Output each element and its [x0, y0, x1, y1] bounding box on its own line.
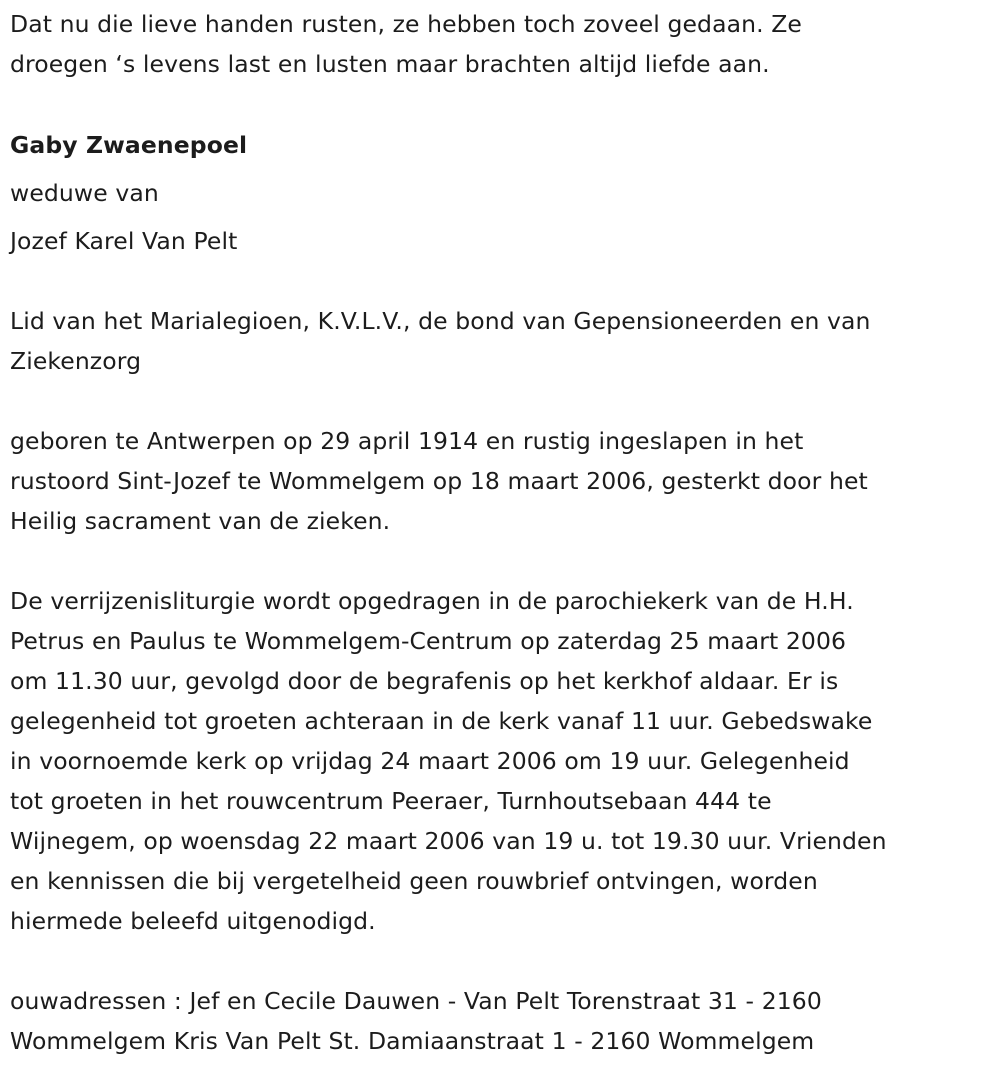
verse-paragraph	[10, 4, 802, 84]
addresses-line: Wommelgem Kris Van Pelt St. Damiaanstraat 1 - 2160 Wommelgem	[10, 1027, 815, 1055]
membership-line: Lid van het Marialegioen, K.V.L.V., de bond van Gepensioneerden en van	[10, 307, 871, 335]
membership-paragraph	[10, 301, 871, 381]
deceased-relation: weduwe van	[10, 179, 159, 207]
membership-line: Ziekenzorg	[10, 347, 142, 375]
ceremony-line: tot groeten in het rouwcentrum Peeraer, Turnhoutsebaan 444 te	[10, 787, 772, 815]
addresses-line: ouwadressen : Jef en Cecile Dauwen - Van Pelt Torenstraat 31 - 2160	[10, 987, 822, 1015]
verse-line: droegen ‘s levens last en lusten maar brachten altijd liefde aan.	[10, 50, 770, 78]
ceremony-line: De verrijzenisliturgie wordt opgedragen in de parochiekerk van de H.H.	[10, 587, 854, 615]
deceased-name: Gaby Zwaenepoel	[10, 131, 248, 159]
ceremony-line: en kennissen die bij vergetelheid geen rouwbrief ontvingen, worden	[10, 867, 818, 895]
ceremony-line: om 11.30 uur, gevolgd door de begrafenis op het kerkhof aldaar. Er is	[10, 667, 839, 695]
ceremony-line: Wijnegem, op woensdag 22 maart 2006 van 19 u. tot 19.30 uur. Vrienden	[10, 827, 887, 855]
verse-line: Dat nu die lieve handen rusten, ze hebben toch zoveel gedaan. Ze	[10, 10, 802, 38]
birth-death-line: rustoord Sint-Jozef te Wommelgem op 18 maart 2006, gesterkt door het	[10, 467, 868, 495]
ceremony-line: gelegenheid tot groeten achteraan in de kerk vanaf 11 uur. Gebedswake	[10, 707, 873, 735]
ceremony-paragraph	[10, 581, 887, 941]
ceremony-line: in voornoemde kerk op vrijdag 24 maart 2006 om 19 uur. Gelegenheid	[10, 747, 850, 775]
spouse-name: Jozef Karel Van Pelt	[10, 227, 238, 255]
birth-death-paragraph	[10, 421, 868, 541]
birth-death-line: Heilig sacrament van de zieken.	[10, 507, 391, 535]
ceremony-line: Petrus en Paulus te Wommelgem-Centrum op zaterdag 25 maart 2006	[10, 627, 847, 655]
ceremony-line: hiermede beleefd uitgenodigd.	[10, 907, 376, 935]
addresses-paragraph	[10, 981, 822, 1061]
birth-death-line: geboren te Antwerpen op 29 april 1914 en rustig ingeslapen in het	[10, 427, 804, 455]
